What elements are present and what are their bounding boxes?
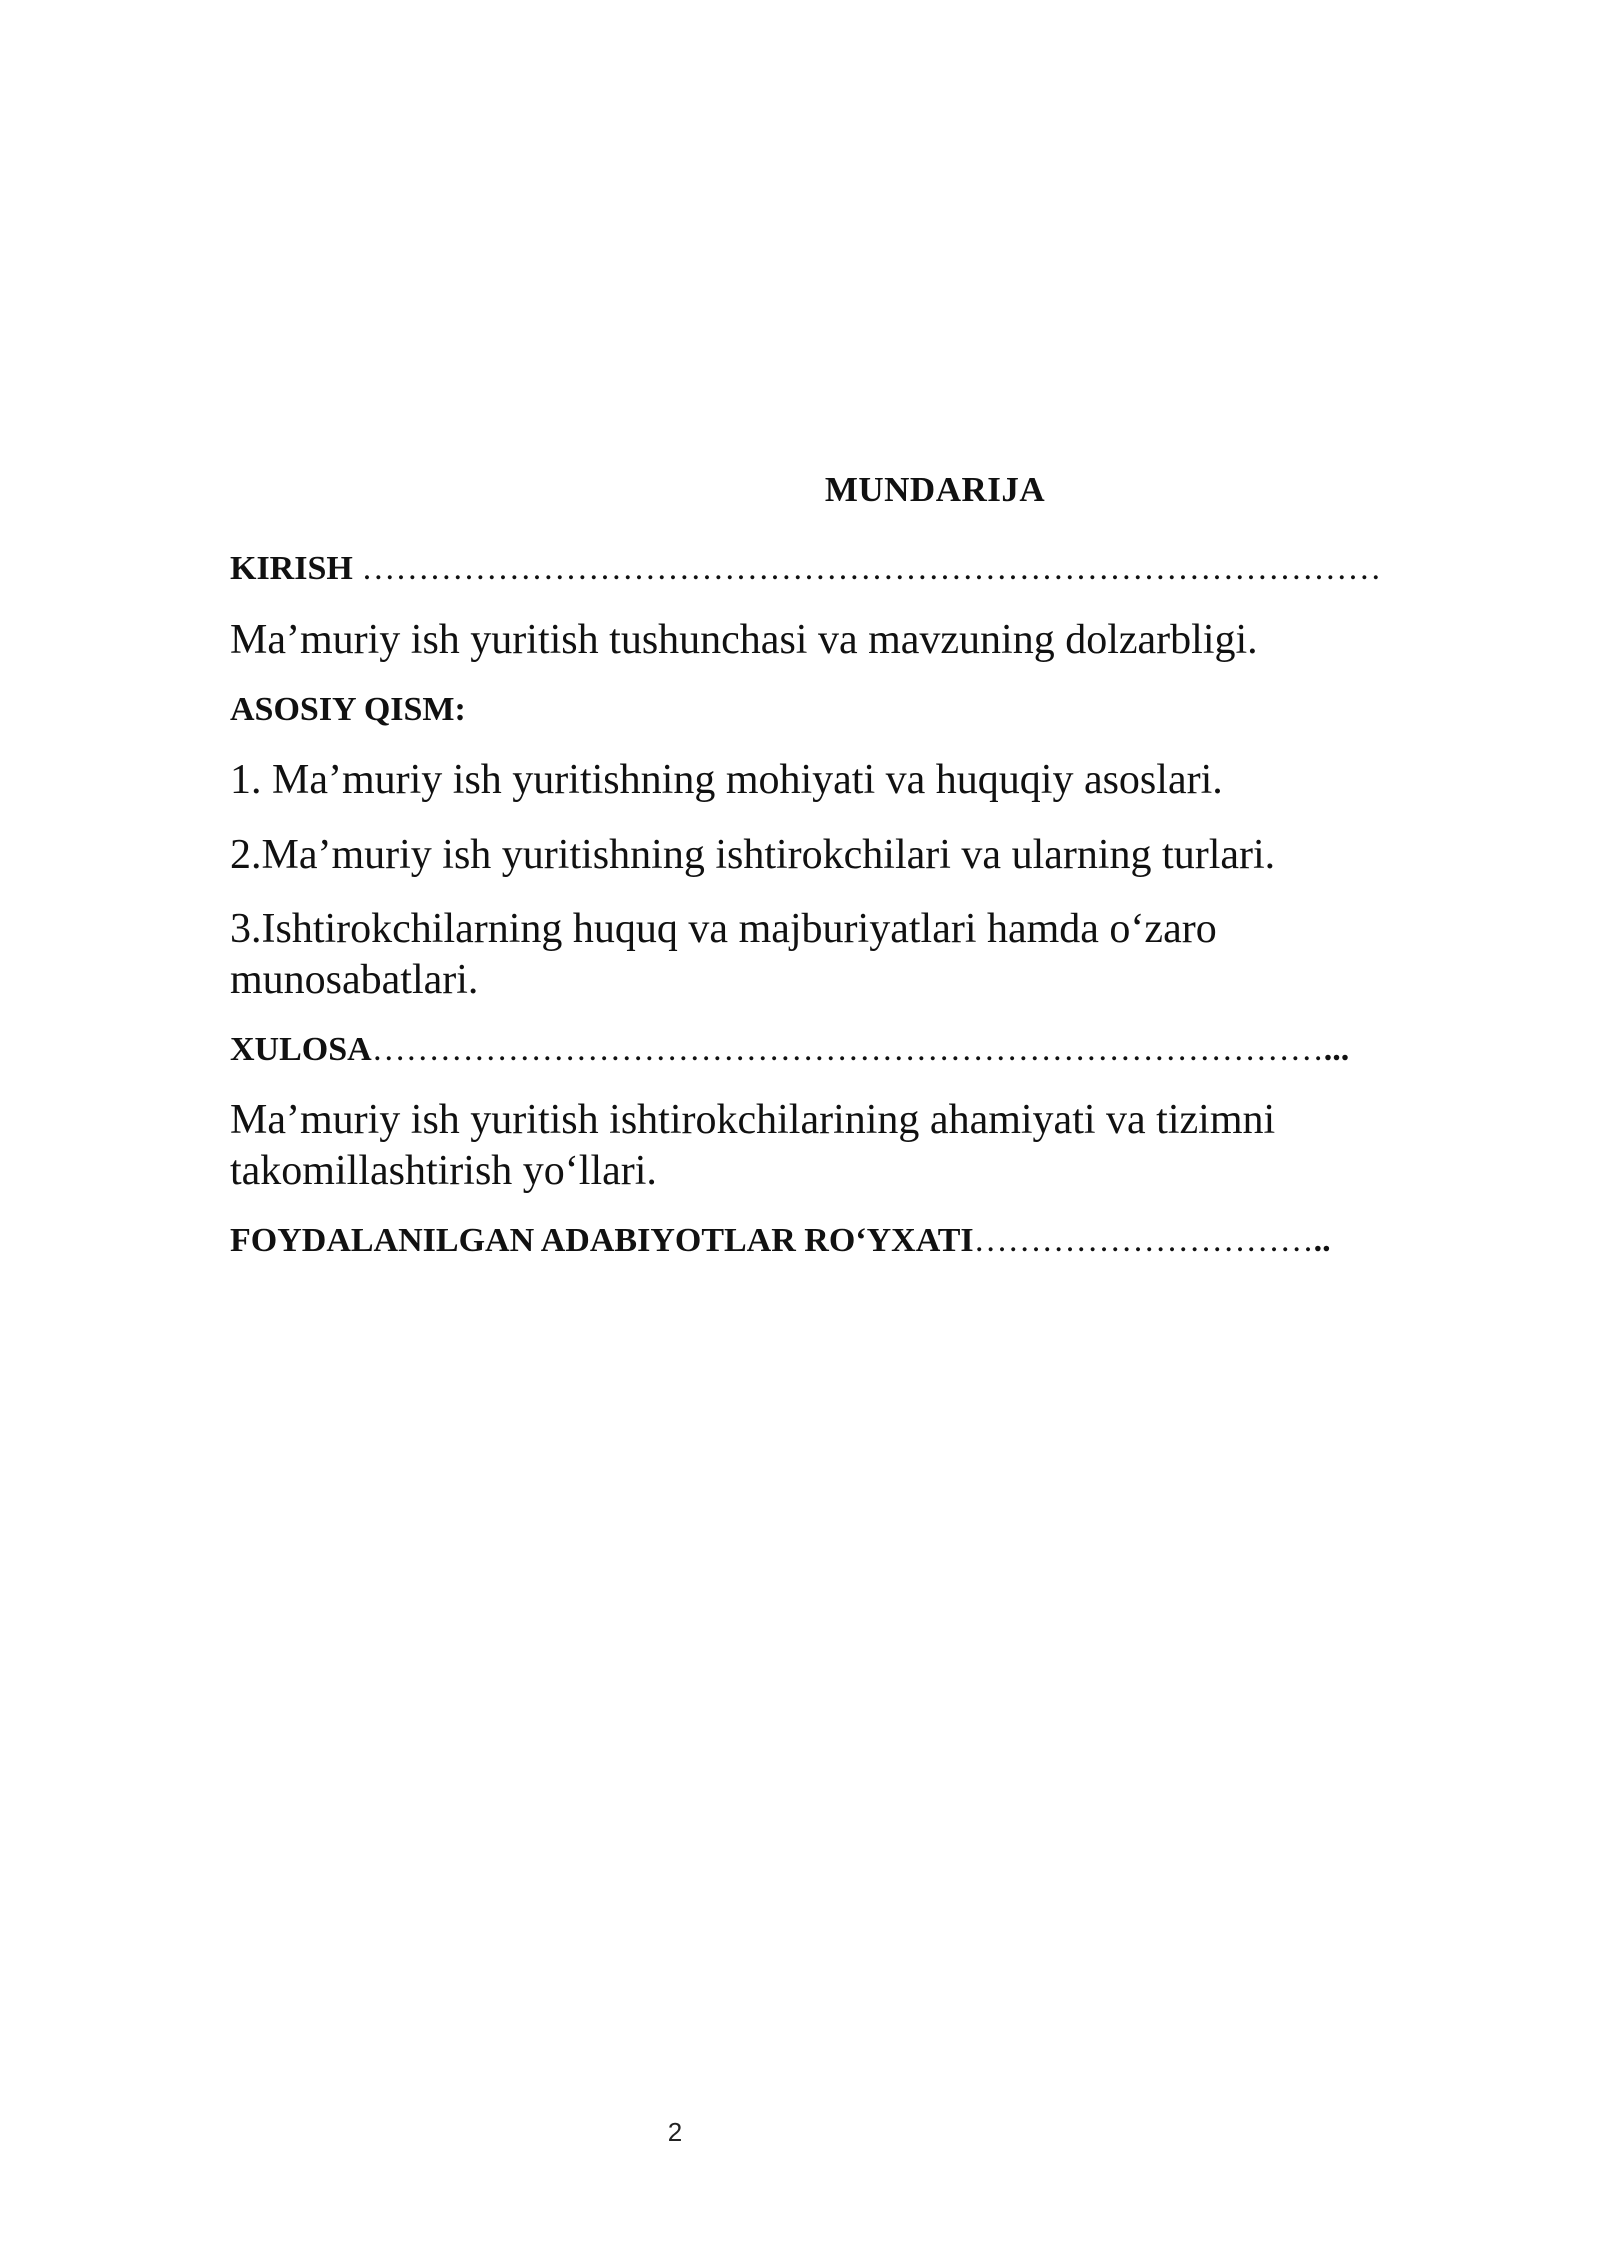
intro-description: Ma’muriy ish yuritish tushunchasi va mavzuning dolzarbligi.	[230, 616, 1258, 663]
toc-entry-references	[230, 1220, 1480, 1263]
conclusion-description: Ma’muriy ish yuritish ishtirokchilarining ahamiyati va tizimni takomillashtirish yo‘llari.	[230, 1097, 1276, 1194]
table-of-contents	[230, 470, 1480, 1263]
main-part-item-2: 2.Ma’muriy ish yuritishning ishtirokchilari va ularning turlari.	[230, 831, 1276, 878]
conclusion-heading: XULOSA	[230, 1030, 372, 1068]
intro-heading: KIRISH	[230, 550, 353, 587]
references-leader: …………………………	[973, 1222, 1314, 1260]
conclusion-leader: …………………………………………………………………………	[371, 1030, 1324, 1068]
main-part-item-3: 3.Ishtirokchilarning huquq va majburiyatlari hamda o‘zaro munosabatlari.	[230, 906, 1217, 1003]
main-part-heading: ASOSIY QISM:	[230, 690, 466, 728]
references-leader-tail: ..	[1313, 1222, 1331, 1260]
toc-entry-conclusion	[230, 1029, 1480, 1072]
main-part-item-1: 1. Ma’muriy ish yuritishning mohiyati va huquqiy asoslari.	[230, 757, 1223, 804]
toc-title: MUNDARIJA	[824, 470, 1046, 509]
intro-leader: ………………………………………………………………………………	[352, 550, 1382, 587]
conclusion-leader-tail: ...	[1323, 1030, 1350, 1068]
references-heading: FOYDALANILGAN ADABIYOTLAR RO‘YXATI	[230, 1222, 974, 1260]
page-number: 2	[667, 2117, 683, 2147]
toc-entry-intro	[230, 548, 1480, 591]
